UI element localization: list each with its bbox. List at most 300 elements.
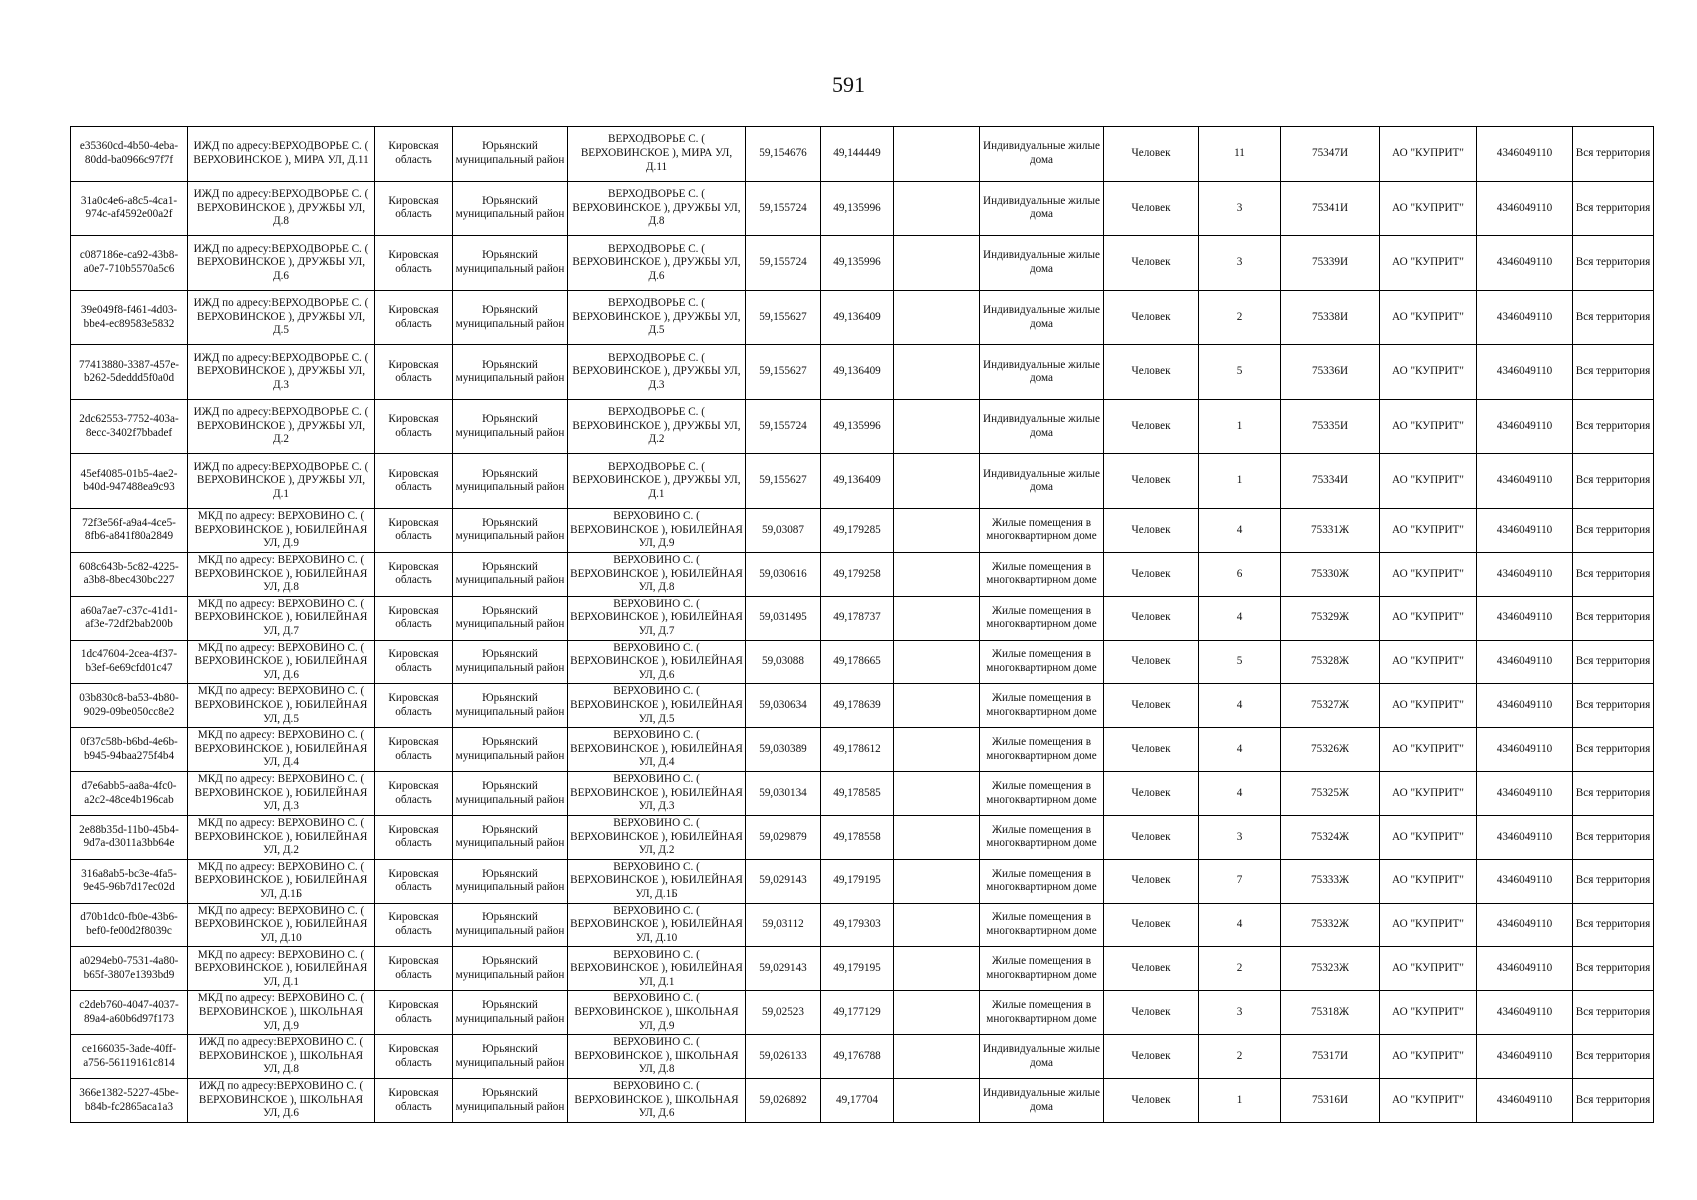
table-row bbox=[71, 181, 1654, 236]
cell-operator-inn: 4346049110 bbox=[1477, 1035, 1573, 1079]
cell-object-code: 75316И bbox=[1281, 1079, 1380, 1123]
cell-unit: Человек bbox=[1104, 684, 1199, 728]
cell-residents-count: 6 bbox=[1199, 552, 1281, 596]
cell-object-category: Жилые помещения в многоквартирном доме bbox=[980, 991, 1104, 1035]
cell-unit: Человек bbox=[1104, 772, 1199, 816]
cell-operator-inn: 4346049110 bbox=[1477, 903, 1573, 947]
cell-address: ВЕРХОВИНО С. ( ВЕРХОВИНСКОЕ ), ЮБИЛЕЙНАЯ УЛ, Д.1 bbox=[568, 947, 746, 991]
cell-object-name: МКД по адресу: ВЕРХОВИНО С. ( ВЕРХОВИНСКОЕ ), ЮБИЛЕЙНАЯ УЛ, Д.2 bbox=[188, 815, 375, 859]
cell-territory: Вся территория bbox=[1573, 454, 1654, 509]
cell-longitude: 49,135996 bbox=[821, 236, 894, 291]
cell-longitude: 49,144449 bbox=[821, 127, 894, 182]
cell-territory: Вся территория bbox=[1573, 728, 1654, 772]
cell-residents-count: 4 bbox=[1199, 684, 1281, 728]
cell-operator-inn: 4346049110 bbox=[1477, 399, 1573, 454]
cell-blank bbox=[894, 509, 980, 553]
registry-table bbox=[70, 126, 1654, 1123]
cell-region: Кировская область bbox=[375, 181, 453, 236]
cell-latitude: 59,155627 bbox=[746, 290, 821, 345]
cell-operator-inn: 4346049110 bbox=[1477, 991, 1573, 1035]
cell-district: Юрьянский муниципальный район bbox=[453, 1035, 568, 1079]
cell-object-name: МКД по адресу: ВЕРХОВИНО С. ( ВЕРХОВИНСКОЕ ), ЮБИЛЕЙНАЯ УЛ, Д.1Б bbox=[188, 859, 375, 903]
cell-address: ВЕРХОВИНО С. ( ВЕРХОВИНСКОЕ ), ЮБИЛЕЙНАЯ УЛ, Д.8 bbox=[568, 552, 746, 596]
cell-operator-name: АО "КУПРИТ" bbox=[1380, 1035, 1477, 1079]
cell-region: Кировская область bbox=[375, 509, 453, 553]
cell-object-code: 75317И bbox=[1281, 1035, 1380, 1079]
cell-address: ВЕРХОВИНО С. ( ВЕРХОВИНСКОЕ ), ЮБИЛЕЙНАЯ УЛ, Д.4 bbox=[568, 728, 746, 772]
cell-district: Юрьянский муниципальный район bbox=[453, 815, 568, 859]
cell-latitude: 59,030389 bbox=[746, 728, 821, 772]
cell-latitude: 59,026133 bbox=[746, 1035, 821, 1079]
cell-operator-name: АО "КУПРИТ" bbox=[1380, 903, 1477, 947]
cell-object-category: Жилые помещения в многоквартирном доме bbox=[980, 552, 1104, 596]
cell-residents-count: 1 bbox=[1199, 399, 1281, 454]
cell-object-code: 75347И bbox=[1281, 127, 1380, 182]
cell-address: ВЕРХОВИНО С. ( ВЕРХОВИНСКОЕ ), ШКОЛЬНАЯ УЛ, Д.9 bbox=[568, 991, 746, 1035]
cell-territory: Вся территория bbox=[1573, 640, 1654, 684]
cell-longitude: 49,178665 bbox=[821, 640, 894, 684]
cell-operator-inn: 4346049110 bbox=[1477, 728, 1573, 772]
cell-object-category: Жилые помещения в многоквартирном доме bbox=[980, 859, 1104, 903]
cell-territory: Вся территория bbox=[1573, 345, 1654, 400]
cell-operator-name: АО "КУПРИТ" bbox=[1380, 991, 1477, 1035]
cell-operator-inn: 4346049110 bbox=[1477, 596, 1573, 640]
cell-operator-inn: 4346049110 bbox=[1477, 1079, 1573, 1123]
cell-object-category: Жилые помещения в многоквартирном доме bbox=[980, 947, 1104, 991]
cell-latitude: 59,155627 bbox=[746, 454, 821, 509]
cell-address: ВЕРХОДВОРЬЕ С. ( ВЕРХОВИНСКОЕ ), ДРУЖБЫ УЛ, Д.6 bbox=[568, 236, 746, 291]
cell-object-name: ИЖД по адресу:ВЕРХОДВОРЬЕ С. ( ВЕРХОВИНСКОЕ ), МИРА УЛ, Д.11 bbox=[188, 127, 375, 182]
cell-residents-count: 2 bbox=[1199, 947, 1281, 991]
cell-territory: Вся территория bbox=[1573, 903, 1654, 947]
cell-object-category: Индивидуальные жилые дома bbox=[980, 345, 1104, 400]
cell-residents-count: 1 bbox=[1199, 1079, 1281, 1123]
cell-operator-name: АО "КУПРИТ" bbox=[1380, 684, 1477, 728]
cell-address: ВЕРХОВИНО С. ( ВЕРХОВИНСКОЕ ), ЮБИЛЕЙНАЯ УЛ, Д.6 bbox=[568, 640, 746, 684]
cell-blank bbox=[894, 991, 980, 1035]
cell-blank bbox=[894, 454, 980, 509]
table-row bbox=[71, 903, 1654, 947]
cell-territory: Вся территория bbox=[1573, 1079, 1654, 1123]
cell-blank bbox=[894, 728, 980, 772]
cell-operator-name: АО "КУПРИТ" bbox=[1380, 772, 1477, 816]
cell-object-code: 75325Ж bbox=[1281, 772, 1380, 816]
cell-territory: Вся территория bbox=[1573, 236, 1654, 291]
cell-record-id: a60a7ae7-c37c-41d1-af3e-72df2bab200b bbox=[71, 596, 188, 640]
cell-longitude: 49,135996 bbox=[821, 399, 894, 454]
cell-operator-name: АО "КУПРИТ" bbox=[1380, 345, 1477, 400]
cell-longitude: 49,176788 bbox=[821, 1035, 894, 1079]
cell-territory: Вся территория bbox=[1573, 127, 1654, 182]
cell-district: Юрьянский муниципальный район bbox=[453, 859, 568, 903]
cell-territory: Вся территория bbox=[1573, 859, 1654, 903]
cell-operator-name: АО "КУПРИТ" bbox=[1380, 552, 1477, 596]
cell-record-id: 39e049f8-f461-4d03-bbe4-ec89583e5832 bbox=[71, 290, 188, 345]
cell-operator-name: АО "КУПРИТ" bbox=[1380, 454, 1477, 509]
cell-region: Кировская область bbox=[375, 815, 453, 859]
cell-region: Кировская область bbox=[375, 596, 453, 640]
cell-object-name: ИЖД по адресу:ВЕРХОВИНО С. ( ВЕРХОВИНСКОЕ ), ШКОЛЬНАЯ УЛ, Д.8 bbox=[188, 1035, 375, 1079]
cell-record-id: c2deb760-4047-4037-89a4-a60b6d97f173 bbox=[71, 991, 188, 1035]
cell-latitude: 59,155627 bbox=[746, 345, 821, 400]
cell-residents-count: 3 bbox=[1199, 991, 1281, 1035]
cell-residents-count: 3 bbox=[1199, 236, 1281, 291]
cell-unit: Человек bbox=[1104, 127, 1199, 182]
cell-operator-inn: 4346049110 bbox=[1477, 236, 1573, 291]
cell-address: ВЕРХОВИНО С. ( ВЕРХОВИНСКОЕ ), ЮБИЛЕЙНАЯ УЛ, Д.2 bbox=[568, 815, 746, 859]
cell-longitude: 49,178558 bbox=[821, 815, 894, 859]
cell-district: Юрьянский муниципальный район bbox=[453, 991, 568, 1035]
table-row bbox=[71, 127, 1654, 182]
cell-blank bbox=[894, 596, 980, 640]
cell-blank bbox=[894, 947, 980, 991]
cell-unit: Человек bbox=[1104, 552, 1199, 596]
cell-object-name: МКД по адресу: ВЕРХОВИНО С. ( ВЕРХОВИНСКОЕ ), ЮБИЛЕЙНАЯ УЛ, Д.3 bbox=[188, 772, 375, 816]
cell-blank bbox=[894, 815, 980, 859]
cell-operator-inn: 4346049110 bbox=[1477, 552, 1573, 596]
cell-object-code: 75338И bbox=[1281, 290, 1380, 345]
cell-region: Кировская область bbox=[375, 236, 453, 291]
cell-unit: Человек bbox=[1104, 947, 1199, 991]
cell-unit: Человек bbox=[1104, 399, 1199, 454]
cell-object-code: 75318Ж bbox=[1281, 991, 1380, 1035]
cell-object-name: ИЖД по адресу:ВЕРХОДВОРЬЕ С. ( ВЕРХОВИНСКОЕ ), ДРУЖБЫ УЛ, Д.6 bbox=[188, 236, 375, 291]
cell-object-code: 75328Ж bbox=[1281, 640, 1380, 684]
cell-territory: Вся территория bbox=[1573, 290, 1654, 345]
table-row bbox=[71, 728, 1654, 772]
cell-residents-count: 4 bbox=[1199, 728, 1281, 772]
cell-record-id: 2dc62553-7752-403a-8ecc-3402f7bbadef bbox=[71, 399, 188, 454]
cell-address: ВЕРХОВИНО С. ( ВЕРХОВИНСКОЕ ), ШКОЛЬНАЯ УЛ, Д.6 bbox=[568, 1079, 746, 1123]
cell-latitude: 59,03087 bbox=[746, 509, 821, 553]
cell-region: Кировская область bbox=[375, 127, 453, 182]
cell-district: Юрьянский муниципальный район bbox=[453, 728, 568, 772]
cell-object-category: Индивидуальные жилые дома bbox=[980, 1079, 1104, 1123]
cell-unit: Человек bbox=[1104, 991, 1199, 1035]
cell-unit: Человек bbox=[1104, 640, 1199, 684]
cell-object-name: ИЖД по адресу:ВЕРХОДВОРЬЕ С. ( ВЕРХОВИНСКОЕ ), ДРУЖБЫ УЛ, Д.8 bbox=[188, 181, 375, 236]
cell-latitude: 59,03112 bbox=[746, 903, 821, 947]
cell-record-id: a0294eb0-7531-4a80-b65f-3807e1393bd9 bbox=[71, 947, 188, 991]
cell-operator-name: АО "КУПРИТ" bbox=[1380, 1079, 1477, 1123]
cell-object-category: Индивидуальные жилые дома bbox=[980, 454, 1104, 509]
cell-object-category: Жилые помещения в многоквартирном доме bbox=[980, 815, 1104, 859]
cell-object-code: 75331Ж bbox=[1281, 509, 1380, 553]
cell-district: Юрьянский муниципальный район bbox=[453, 127, 568, 182]
cell-residents-count: 5 bbox=[1199, 345, 1281, 400]
cell-district: Юрьянский муниципальный район bbox=[453, 345, 568, 400]
cell-district: Юрьянский муниципальный район bbox=[453, 684, 568, 728]
cell-unit: Человек bbox=[1104, 859, 1199, 903]
cell-district: Юрьянский муниципальный район bbox=[453, 509, 568, 553]
cell-operator-inn: 4346049110 bbox=[1477, 947, 1573, 991]
cell-region: Кировская область bbox=[375, 454, 453, 509]
cell-object-category: Жилые помещения в многоквартирном доме bbox=[980, 596, 1104, 640]
cell-region: Кировская область bbox=[375, 903, 453, 947]
cell-longitude: 49,179195 bbox=[821, 859, 894, 903]
cell-latitude: 59,030134 bbox=[746, 772, 821, 816]
cell-record-id: ce166035-3ade-40ff-a756-56119161c814 bbox=[71, 1035, 188, 1079]
table-row bbox=[71, 509, 1654, 553]
table-row bbox=[71, 290, 1654, 345]
cell-longitude: 49,178737 bbox=[821, 596, 894, 640]
cell-territory: Вся территория bbox=[1573, 1035, 1654, 1079]
cell-record-id: d70b1dc0-fb0e-43b6-bef0-fe00d2f8039c bbox=[71, 903, 188, 947]
cell-blank bbox=[894, 772, 980, 816]
cell-residents-count: 11 bbox=[1199, 127, 1281, 182]
cell-residents-count: 4 bbox=[1199, 596, 1281, 640]
table-row bbox=[71, 1035, 1654, 1079]
cell-address: ВЕРХОДВОРЬЕ С. ( ВЕРХОВИНСКОЕ ), ДРУЖБЫ УЛ, Д.5 bbox=[568, 290, 746, 345]
cell-region: Кировская область bbox=[375, 640, 453, 684]
cell-residents-count: 3 bbox=[1199, 181, 1281, 236]
cell-record-id: 0f37c58b-b6bd-4e6b-b945-94baa275f4b4 bbox=[71, 728, 188, 772]
cell-object-name: ИЖД по адресу:ВЕРХОДВОРЬЕ С. ( ВЕРХОВИНСКОЕ ), ДРУЖБЫ УЛ, Д.5 bbox=[188, 290, 375, 345]
cell-district: Юрьянский муниципальный район bbox=[453, 947, 568, 991]
cell-object-name: МКД по адресу: ВЕРХОВИНО С. ( ВЕРХОВИНСКОЕ ), ЮБИЛЕЙНАЯ УЛ, Д.9 bbox=[188, 509, 375, 553]
cell-district: Юрьянский муниципальный район bbox=[453, 772, 568, 816]
cell-record-id: 2e88b35d-11b0-45b4-9d7a-d3011a3bb64e bbox=[71, 815, 188, 859]
cell-residents-count: 1 bbox=[1199, 454, 1281, 509]
cell-operator-name: АО "КУПРИТ" bbox=[1380, 509, 1477, 553]
cell-object-name: МКД по адресу: ВЕРХОВИНО С. ( ВЕРХОВИНСКОЕ ), ЮБИЛЕЙНАЯ УЛ, Д.7 bbox=[188, 596, 375, 640]
cell-operator-inn: 4346049110 bbox=[1477, 859, 1573, 903]
cell-object-name: МКД по адресу: ВЕРХОВИНО С. ( ВЕРХОВИНСКОЕ ), ЮБИЛЕЙНАЯ УЛ, Д.4 bbox=[188, 728, 375, 772]
cell-object-category: Жилые помещения в многоквартирном доме bbox=[980, 509, 1104, 553]
table-row bbox=[71, 859, 1654, 903]
table-row bbox=[71, 947, 1654, 991]
cell-operator-name: АО "КУПРИТ" bbox=[1380, 728, 1477, 772]
cell-object-category: Индивидуальные жилые дома bbox=[980, 127, 1104, 182]
cell-blank bbox=[894, 127, 980, 182]
cell-object-category: Индивидуальные жилые дома bbox=[980, 399, 1104, 454]
cell-operator-inn: 4346049110 bbox=[1477, 181, 1573, 236]
cell-unit: Человек bbox=[1104, 728, 1199, 772]
cell-address: ВЕРХОДВОРЬЕ С. ( ВЕРХОВИНСКОЕ ), ДРУЖБЫ УЛ, Д.2 bbox=[568, 399, 746, 454]
cell-unit: Человек bbox=[1104, 181, 1199, 236]
cell-address: ВЕРХОВИНО С. ( ВЕРХОВИНСКОЕ ), ЮБИЛЕЙНАЯ УЛ, Д.3 bbox=[568, 772, 746, 816]
table-row bbox=[71, 552, 1654, 596]
cell-district: Юрьянский муниципальный район bbox=[453, 903, 568, 947]
cell-residents-count: 2 bbox=[1199, 290, 1281, 345]
cell-address: ВЕРХОВИНО С. ( ВЕРХОВИНСКОЕ ), ЮБИЛЕЙНАЯ УЛ, Д.9 bbox=[568, 509, 746, 553]
cell-longitude: 49,17704 bbox=[821, 1079, 894, 1123]
cell-blank bbox=[894, 399, 980, 454]
cell-record-id: 31a0c4e6-a8c5-4ca1-974c-af4592e00a2f bbox=[71, 181, 188, 236]
cell-longitude: 49,179195 bbox=[821, 947, 894, 991]
cell-territory: Вся территория bbox=[1573, 815, 1654, 859]
table-row bbox=[71, 991, 1654, 1035]
cell-blank bbox=[894, 684, 980, 728]
cell-longitude: 49,178612 bbox=[821, 728, 894, 772]
cell-record-id: d7e6abb5-aa8a-4fc0-a2c2-48ce4b196cab bbox=[71, 772, 188, 816]
cell-territory: Вся территория bbox=[1573, 509, 1654, 553]
cell-record-id: 77413880-3387-457e-b262-5deddd5f0a0d bbox=[71, 345, 188, 400]
cell-object-category: Жилые помещения в многоквартирном доме bbox=[980, 903, 1104, 947]
cell-latitude: 59,155724 bbox=[746, 181, 821, 236]
cell-latitude: 59,026892 bbox=[746, 1079, 821, 1123]
cell-latitude: 59,02523 bbox=[746, 991, 821, 1035]
cell-operator-inn: 4346049110 bbox=[1477, 684, 1573, 728]
cell-region: Кировская область bbox=[375, 947, 453, 991]
cell-latitude: 59,155724 bbox=[746, 236, 821, 291]
cell-latitude: 59,031495 bbox=[746, 596, 821, 640]
cell-address: ВЕРХОДВОРЬЕ С. ( ВЕРХОВИНСКОЕ ), ДРУЖБЫ УЛ, Д.8 bbox=[568, 181, 746, 236]
cell-unit: Человек bbox=[1104, 509, 1199, 553]
cell-region: Кировская область bbox=[375, 772, 453, 816]
cell-longitude: 49,136409 bbox=[821, 290, 894, 345]
cell-blank bbox=[894, 181, 980, 236]
cell-object-code: 75330Ж bbox=[1281, 552, 1380, 596]
cell-operator-inn: 4346049110 bbox=[1477, 290, 1573, 345]
cell-district: Юрьянский муниципальный район bbox=[453, 640, 568, 684]
table-body bbox=[71, 127, 1654, 1123]
cell-region: Кировская область bbox=[375, 1035, 453, 1079]
cell-object-code: 75324Ж bbox=[1281, 815, 1380, 859]
table-row bbox=[71, 399, 1654, 454]
cell-operator-inn: 4346049110 bbox=[1477, 345, 1573, 400]
cell-region: Кировская область bbox=[375, 728, 453, 772]
cell-unit: Человек bbox=[1104, 236, 1199, 291]
cell-blank bbox=[894, 236, 980, 291]
cell-longitude: 49,135996 bbox=[821, 181, 894, 236]
cell-district: Юрьянский муниципальный район bbox=[453, 596, 568, 640]
cell-district: Юрьянский муниципальный район bbox=[453, 181, 568, 236]
cell-object-code: 75323Ж bbox=[1281, 947, 1380, 991]
cell-district: Юрьянский муниципальный район bbox=[453, 290, 568, 345]
cell-operator-name: АО "КУПРИТ" bbox=[1380, 815, 1477, 859]
cell-region: Кировская область bbox=[375, 684, 453, 728]
cell-latitude: 59,03088 bbox=[746, 640, 821, 684]
cell-residents-count: 3 bbox=[1199, 815, 1281, 859]
cell-district: Юрьянский муниципальный район bbox=[453, 1079, 568, 1123]
cell-object-name: МКД по адресу: ВЕРХОВИНО С. ( ВЕРХОВИНСКОЕ ), ЮБИЛЕЙНАЯ УЛ, Д.5 bbox=[188, 684, 375, 728]
cell-blank bbox=[894, 859, 980, 903]
cell-object-name: МКД по адресу: ВЕРХОВИНО С. ( ВЕРХОВИНСКОЕ ), ЮБИЛЕЙНАЯ УЛ, Д.10 bbox=[188, 903, 375, 947]
cell-unit: Человек bbox=[1104, 454, 1199, 509]
cell-longitude: 49,136409 bbox=[821, 345, 894, 400]
cell-address: ВЕРХОВИНО С. ( ВЕРХОВИНСКОЕ ), ЮБИЛЕЙНАЯ УЛ, Д.5 bbox=[568, 684, 746, 728]
cell-object-name: МКД по адресу: ВЕРХОВИНО С. ( ВЕРХОВИНСКОЕ ), ЮБИЛЕЙНАЯ УЛ, Д.1 bbox=[188, 947, 375, 991]
cell-blank bbox=[894, 1079, 980, 1123]
cell-territory: Вся территория bbox=[1573, 772, 1654, 816]
cell-operator-name: АО "КУПРИТ" bbox=[1380, 399, 1477, 454]
table-row bbox=[71, 815, 1654, 859]
cell-operator-inn: 4346049110 bbox=[1477, 127, 1573, 182]
cell-operator-name: АО "КУПРИТ" bbox=[1380, 947, 1477, 991]
cell-object-code: 75329Ж bbox=[1281, 596, 1380, 640]
cell-residents-count: 5 bbox=[1199, 640, 1281, 684]
table-row bbox=[71, 454, 1654, 509]
cell-address: ВЕРХОДВОРЬЕ С. ( ВЕРХОВИНСКОЕ ), ДРУЖБЫ УЛ, Д.1 bbox=[568, 454, 746, 509]
cell-district: Юрьянский муниципальный район bbox=[453, 454, 568, 509]
cell-unit: Человек bbox=[1104, 1079, 1199, 1123]
cell-blank bbox=[894, 903, 980, 947]
cell-record-id: c087186e-ca92-43b8-a0e7-710b5570a5c6 bbox=[71, 236, 188, 291]
cell-object-code: 75334И bbox=[1281, 454, 1380, 509]
cell-object-code: 75327Ж bbox=[1281, 684, 1380, 728]
cell-object-category: Индивидуальные жилые дома bbox=[980, 290, 1104, 345]
cell-latitude: 59,029143 bbox=[746, 947, 821, 991]
cell-address: ВЕРХОВИНО С. ( ВЕРХОВИНСКОЕ ), ШКОЛЬНАЯ УЛ, Д.8 bbox=[568, 1035, 746, 1079]
cell-record-id: 03b830c8-ba53-4b80-9029-09be050cc8e2 bbox=[71, 684, 188, 728]
cell-address: ВЕРХОДВОРЬЕ С. ( ВЕРХОВИНСКОЕ ), МИРА УЛ, Д.11 bbox=[568, 127, 746, 182]
cell-object-code: 75326Ж bbox=[1281, 728, 1380, 772]
cell-record-id: 316a8ab5-bc3e-4fa5-9e45-96b7d17ec02d bbox=[71, 859, 188, 903]
cell-record-id: 366e1382-5227-45be-b84b-fc2865aca1a3 bbox=[71, 1079, 188, 1123]
table-row bbox=[71, 596, 1654, 640]
cell-object-name: ИЖД по адресу:ВЕРХОДВОРЬЕ С. ( ВЕРХОВИНСКОЕ ), ДРУЖБЫ УЛ, Д.1 bbox=[188, 454, 375, 509]
cell-record-id: 45ef4085-01b5-4ae2-b40d-947488ea9c93 bbox=[71, 454, 188, 509]
cell-object-name: ИЖД по адресу:ВЕРХОВИНО С. ( ВЕРХОВИНСКОЕ ), ШКОЛЬНАЯ УЛ, Д.6 bbox=[188, 1079, 375, 1123]
cell-operator-name: АО "КУПРИТ" bbox=[1380, 181, 1477, 236]
cell-object-category: Жилые помещения в многоквартирном доме bbox=[980, 684, 1104, 728]
cell-object-name: МКД по адресу: ВЕРХОВИНО С. ( ВЕРХОВИНСКОЕ ), ЮБИЛЕЙНАЯ УЛ, Д.8 bbox=[188, 552, 375, 596]
cell-object-name: МКД по адресу: ВЕРХОВИНО С. ( ВЕРХОВИНСКОЕ ), ЮБИЛЕЙНАЯ УЛ, Д.6 bbox=[188, 640, 375, 684]
cell-territory: Вся территория bbox=[1573, 991, 1654, 1035]
cell-longitude: 49,178639 bbox=[821, 684, 894, 728]
cell-blank bbox=[894, 345, 980, 400]
cell-unit: Человек bbox=[1104, 596, 1199, 640]
cell-latitude: 59,155724 bbox=[746, 399, 821, 454]
cell-unit: Человек bbox=[1104, 345, 1199, 400]
cell-object-code: 75339И bbox=[1281, 236, 1380, 291]
cell-residents-count: 4 bbox=[1199, 772, 1281, 816]
cell-object-category: Индивидуальные жилые дома bbox=[980, 1035, 1104, 1079]
cell-unit: Человек bbox=[1104, 290, 1199, 345]
cell-region: Кировская область bbox=[375, 991, 453, 1035]
cell-address: ВЕРХОВИНО С. ( ВЕРХОВИНСКОЕ ), ЮБИЛЕЙНАЯ УЛ, Д.7 bbox=[568, 596, 746, 640]
cell-record-id: 72f3e56f-a9a4-4ce5-8fb6-a841f80a2849 bbox=[71, 509, 188, 553]
cell-object-code: 75332Ж bbox=[1281, 903, 1380, 947]
cell-district: Юрьянский муниципальный район bbox=[453, 552, 568, 596]
cell-address: ВЕРХОВИНО С. ( ВЕРХОВИНСКОЕ ), ЮБИЛЕЙНАЯ УЛ, Д.10 bbox=[568, 903, 746, 947]
page-number: 591 bbox=[832, 72, 865, 97]
cell-district: Юрьянский муниципальный район bbox=[453, 399, 568, 454]
cell-object-name: ИЖД по адресу:ВЕРХОДВОРЬЕ С. ( ВЕРХОВИНСКОЕ ), ДРУЖБЫ УЛ, Д.3 bbox=[188, 345, 375, 400]
cell-record-id: 608c643b-5c82-4225-a3b8-8bec430bc227 bbox=[71, 552, 188, 596]
cell-blank bbox=[894, 290, 980, 345]
cell-address: ВЕРХОДВОРЬЕ С. ( ВЕРХОВИНСКОЕ ), ДРУЖБЫ УЛ, Д.3 bbox=[568, 345, 746, 400]
cell-operator-name: АО "КУПРИТ" bbox=[1380, 236, 1477, 291]
cell-record-id: e35360cd-4b50-4eba-80dd-ba0966c97f7f bbox=[71, 127, 188, 182]
table-row bbox=[71, 1079, 1654, 1123]
cell-unit: Человек bbox=[1104, 903, 1199, 947]
cell-longitude: 49,179303 bbox=[821, 903, 894, 947]
table-row bbox=[71, 640, 1654, 684]
cell-territory: Вся территория bbox=[1573, 596, 1654, 640]
cell-operator-name: АО "КУПРИТ" bbox=[1380, 859, 1477, 903]
cell-latitude: 59,029143 bbox=[746, 859, 821, 903]
table-row bbox=[71, 772, 1654, 816]
cell-blank bbox=[894, 552, 980, 596]
cell-latitude: 59,030616 bbox=[746, 552, 821, 596]
cell-blank bbox=[894, 640, 980, 684]
cell-region: Кировская область bbox=[375, 399, 453, 454]
cell-object-code: 75341И bbox=[1281, 181, 1380, 236]
cell-object-category: Индивидуальные жилые дома bbox=[980, 236, 1104, 291]
table-row bbox=[71, 345, 1654, 400]
cell-operator-inn: 4346049110 bbox=[1477, 454, 1573, 509]
cell-region: Кировская область bbox=[375, 859, 453, 903]
cell-object-category: Индивидуальные жилые дома bbox=[980, 181, 1104, 236]
cell-object-category: Жилые помещения в многоквартирном доме bbox=[980, 772, 1104, 816]
cell-object-code: 75335И bbox=[1281, 399, 1380, 454]
cell-longitude: 49,178585 bbox=[821, 772, 894, 816]
cell-residents-count: 4 bbox=[1199, 903, 1281, 947]
cell-longitude: 49,177129 bbox=[821, 991, 894, 1035]
cell-longitude: 49,179285 bbox=[821, 509, 894, 553]
